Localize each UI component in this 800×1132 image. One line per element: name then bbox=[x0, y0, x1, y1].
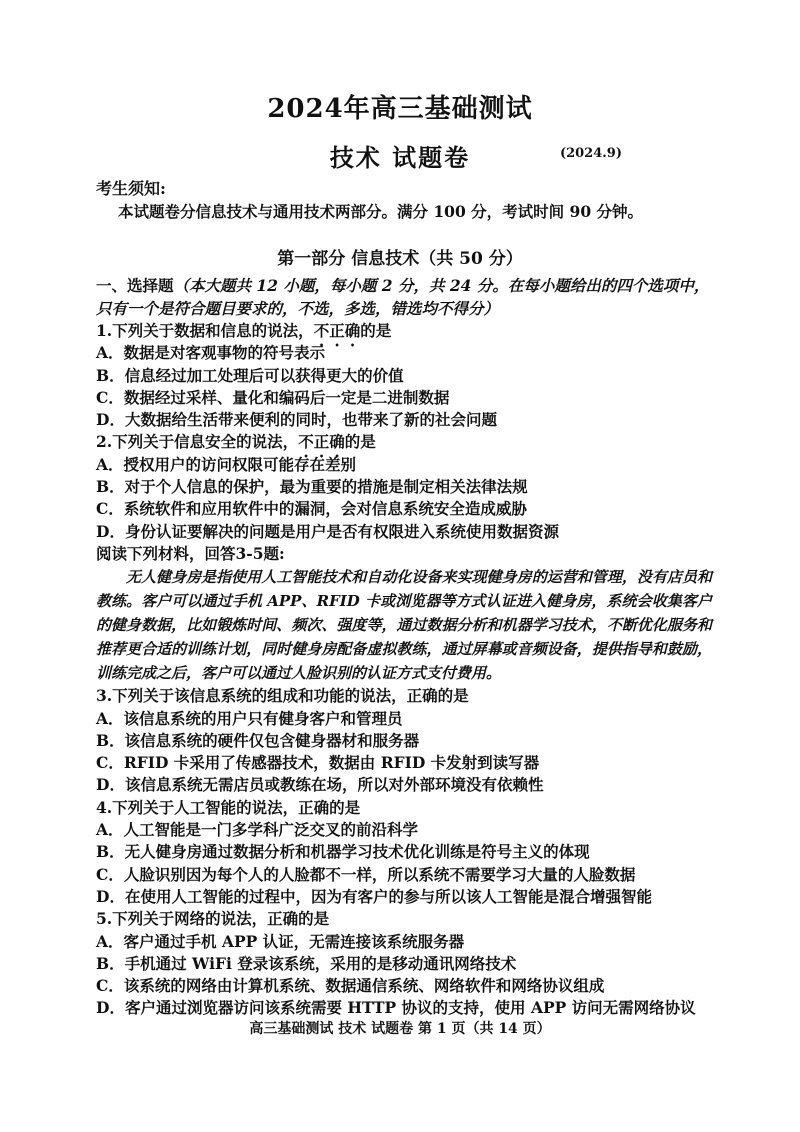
question-3-option-b: B．该信息系统的硬件仅包含健身器材和服务器 bbox=[96, 730, 420, 750]
question-2-option-c: C．系统软件和应用软件中的漏洞，会对信息系统安全造成威胁 bbox=[96, 499, 527, 519]
question-5-option-a: A．客户通过手机 APP 认证，无需连接该系统服务器 bbox=[96, 931, 465, 951]
question-1-option-d: D．大数据给生活带来便利的同时，也带来了新的社会问题 bbox=[96, 410, 497, 430]
question-5-option-c: C．该系统的网络由计算机系统、数据通信系统、网络软件和网络协议组成 bbox=[96, 976, 605, 996]
question-2-option-a: A．授权用户的访问权限可能存在差别 bbox=[96, 454, 357, 474]
section-label: 一、选择题 bbox=[96, 276, 174, 295]
question-3-option-c: C．RFID 卡采用了传感器技术，数据由 RFID 卡发射到读写器 bbox=[96, 753, 540, 773]
question-3-option-a: A．该信息系统的用户只有健身客户和管理员 bbox=[96, 708, 403, 728]
stem-text: 的是 bbox=[360, 321, 392, 340]
emphasis-text: 不正确 bbox=[298, 432, 345, 452]
passage-intro: 阅读下列材料，回答3-5题: bbox=[96, 543, 285, 563]
question-2-option-d: D．身份认证要解决的问题是用户是否有权限进入系统使用数据资源 bbox=[96, 521, 559, 541]
question-2-stem bbox=[96, 431, 716, 453]
stem-text: 的是 bbox=[344, 432, 376, 452]
passage-text bbox=[96, 565, 712, 685]
question-5-option-d: D．客户通过浏览器访问该系统需要 HTTP 协议的支持，使用 APP 访问无需网络协议 bbox=[96, 998, 696, 1018]
question-4-option-c: C．人脸识别因为每个人的人脸都不一样，所以系统不需要学习大量的人脸数据 bbox=[96, 864, 636, 884]
question-1-stem bbox=[96, 320, 716, 342]
exam-subtitle: 技术 试题卷 bbox=[329, 143, 471, 172]
question-5-stem: 5.下列关于网络的说法，正确的是 bbox=[96, 909, 330, 929]
exam-date: (2024.9) bbox=[559, 146, 622, 161]
emphasis-text: 不正确 bbox=[313, 321, 361, 340]
stem-text: 2.下列关于信息安全的说法， bbox=[96, 432, 299, 452]
question-1-option-b: B．信息经过加工处理后可以获得更大的价值 bbox=[96, 365, 404, 385]
section-header bbox=[96, 274, 712, 320]
question-1-option-c: C．数据经过采样、量化和编码后一定是二进制数据 bbox=[96, 387, 450, 407]
question-2-option-b: B．对于个人信息的保护，最为重要的措施是制定相关法律法规 bbox=[96, 477, 528, 497]
exam-title: 2024年高三基础测试 bbox=[267, 94, 533, 124]
question-4-option-d: D．在使用人工智能的过程中，因为有客户的参与所以该人工智能是混合增强智能 bbox=[96, 886, 652, 906]
question-4-option-b: B．无人健身房通过数据分析和机器学习技术优化训练是符号主义的体现 bbox=[96, 842, 590, 862]
section-instructions: （本大题共 12 小题，每小题 2 分，共 24 分。在每小题给出的四个选项中，只有一个是符合题目要求的，不选，多选，错选均不得分） bbox=[96, 276, 710, 318]
question-4-stem: 4.下列关于人工智能的说法，正确的是 bbox=[96, 797, 361, 817]
notice-body: 本试题卷分信息技术与通用技术两部分。满分 100 分，考试时间 90 分钟。 bbox=[118, 202, 644, 221]
question-3-option-d: D．该信息系统无需店员或教练在场，所以对外部环境没有依赖性 bbox=[96, 775, 544, 795]
passage-paragraph: 无人健身房是指使用人工智能技术和自动化设备来实现健身房的运营和管理，没有店员和教练。客户可以通过手机 APP、RFID 卡或浏览器等方式认证进入健身房，系统会收集客户的健身数据，比如锻炼时间、频次、强度等，通过数据分析和机器学习技术，不断优化服务和推荐更合适的训练计划，同时健身房配备虚拟教练，通过屏幕或音频设备，提供指导和鼓励，训练完成之后，客户可以通过人脸识别的认证方式支付费用。 bbox=[96, 568, 712, 683]
stem-text: 1.下列关于数据和信息的说法， bbox=[96, 321, 314, 340]
question-3-stem: 3.下列关于该信息系统的组成和功能的说法，正确的是 bbox=[96, 686, 469, 706]
page-footer: 高三基础测试 技术 试题卷 第 1 页（共 14 页） bbox=[249, 1021, 551, 1037]
question-5-option-b: B．手机通过 WiFi 登录该系统，采用的是移动通讯网络技术 bbox=[96, 953, 517, 973]
notice-title: 考生须知: bbox=[96, 179, 166, 198]
question-4-option-a: A．人工智能是一门多学科广泛交叉的前沿科学 bbox=[96, 820, 419, 840]
question-1-option-a: A．数据是对客观事物的符号表示 bbox=[96, 343, 326, 363]
subtitle-row bbox=[0, 138, 800, 170]
part-title: 第一部分 信息技术（共 50 分） bbox=[277, 249, 523, 269]
questions bbox=[96, 320, 716, 1020]
